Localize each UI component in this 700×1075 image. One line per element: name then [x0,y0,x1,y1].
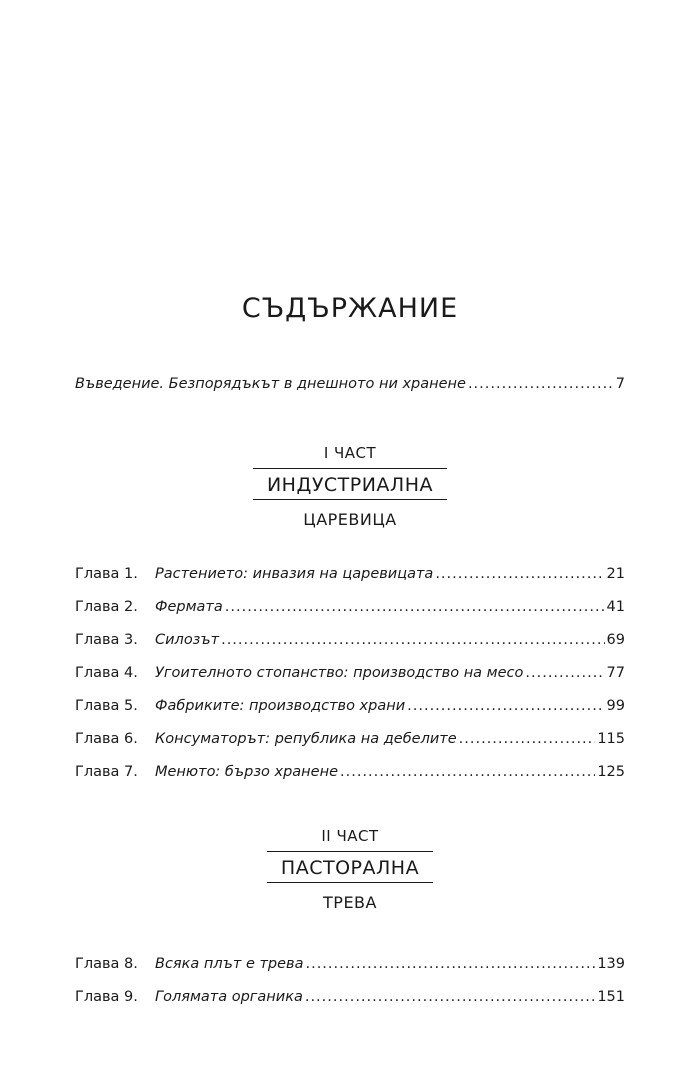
part-heading-2 [0,827,700,912]
leader-dots [407,698,604,714]
chapter-label: Глава 2. [75,599,138,615]
toc-entry-chapter-7[interactable] [75,764,625,780]
chapter-page: 125 [597,764,625,780]
toc-entry-chapter-8[interactable] [75,956,625,972]
toc-entry-title: Въведение. Безпорядъкът в днешното ни хранене [75,376,466,392]
toc-entry-chapter-5[interactable] [75,698,625,714]
toc-entry-chapter-3[interactable] [75,632,625,648]
part-name: ПАСТОРАЛНА [267,851,433,883]
part-subtitle: ТРЕВА [323,893,377,912]
chapter-page: 139 [597,956,625,972]
chapter-title: Консуматорът: република на дебелите [155,731,457,747]
chapter-title: Угоителното стопанство: производство на месо [155,665,524,681]
leader-dots [225,599,605,615]
toc-entry-chapter-9[interactable] [75,989,625,1005]
chapter-label: Глава 5. [75,698,138,714]
chapter-title: Голямата органика [155,989,303,1005]
leader-dots [459,731,596,747]
part-name: ИНДУСТРИАЛНА [253,468,447,500]
chapter-page: 41 [606,599,625,615]
leader-dots [340,764,595,780]
chapter-title: Менюто: бързо хранене [155,764,338,780]
chapter-title: Фабриките: производство храни [155,698,406,714]
part-number: I ЧАСТ [323,444,377,462]
toc-entry-chapter-4[interactable] [75,665,625,681]
chapter-title: Фермата [155,599,223,615]
chapter-page: 77 [606,665,625,681]
toc-entry-chapter-2[interactable] [75,599,625,615]
part-heading-1 [0,444,700,529]
chapter-page: 115 [597,731,625,747]
leader-dots [525,665,604,681]
chapter-label: Глава 6. [75,731,138,747]
leader-dots [468,376,614,392]
chapter-title: Растението: инвазия на царевицата [155,566,434,582]
chapter-label: Глава 9. [75,989,138,1005]
toc-entry-chapter-6[interactable] [75,731,625,747]
page-title: СЪДЪРЖАНИЕ [241,293,459,324]
chapter-title: Всяка плът е трева [155,956,304,972]
leader-dots [221,632,604,648]
leader-dots [435,566,604,582]
toc-entry-introduction[interactable] [75,376,625,392]
chapter-page: 99 [606,698,625,714]
chapter-label: Глава 8. [75,956,138,972]
chapter-label: Глава 3. [75,632,138,648]
toc-entry-chapter-1[interactable] [75,566,625,582]
chapter-label: Глава 4. [75,665,138,681]
chapter-label: Глава 1. [75,566,138,582]
chapter-page: 21 [606,566,625,582]
part-number: II ЧАСТ [321,827,379,845]
chapter-label: Глава 7. [75,764,138,780]
chapter-page: 151 [597,989,625,1005]
chapter-page: 69 [606,632,625,648]
part-subtitle: ЦАРЕВИЦА [303,510,397,529]
toc-entry-page: 7 [615,376,625,392]
chapter-title: Силозът [155,632,220,648]
leader-dots [305,956,595,972]
leader-dots [305,989,595,1005]
